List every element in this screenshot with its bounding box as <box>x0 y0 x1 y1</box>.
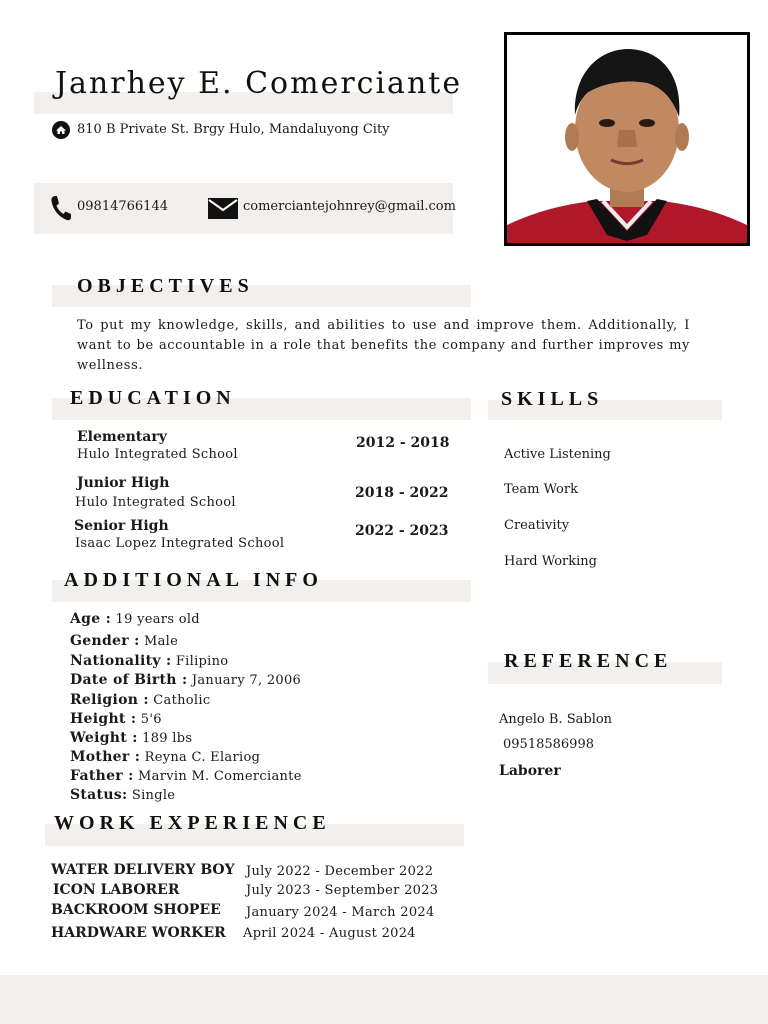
reference-role: Laborer <box>499 763 561 779</box>
info-label: Height : <box>70 711 137 727</box>
info-label: Weight : <box>70 730 138 746</box>
full-name: Janrhey E. Comerciante <box>55 66 463 101</box>
info-label: Mother : <box>70 749 141 765</box>
job-dates: July 2022 - December 2022 <box>246 864 434 879</box>
address-text: 810 B Private St. Brgy Hulo, Mandaluyong City <box>77 122 390 137</box>
info-label: Age : <box>70 611 112 627</box>
info-row <box>70 653 228 669</box>
objectives-heading: OBJECTIVES <box>77 275 254 297</box>
job-title: WATER DELIVERY BOY <box>51 862 235 878</box>
job-title: ICON LABORER <box>53 882 180 898</box>
job-title: HARDWARE WORKER <box>51 925 226 941</box>
info-label: Father : <box>70 768 134 784</box>
skills-heading: SKILLS <box>501 388 604 410</box>
info-value: Marvin M. Comerciante <box>133 769 302 784</box>
reference-heading: REFERENCE <box>504 650 673 672</box>
info-value: Single <box>127 788 176 803</box>
education-school: Hulo Integrated School <box>77 447 238 462</box>
skill-item: Team Work <box>504 482 578 497</box>
education-years: 2012 - 2018 <box>356 435 450 451</box>
home-icon <box>51 121 71 139</box>
skill-item: Creativity <box>504 518 570 533</box>
email-text: comerciantejohnrey@gmail.com <box>243 199 456 214</box>
info-value: Reyna C. Elariog <box>140 750 261 765</box>
info-row <box>70 611 200 627</box>
info-value: Male <box>139 634 179 649</box>
job-dates: April 2024 - August 2024 <box>243 926 416 941</box>
education-years: 2022 - 2023 <box>355 523 449 539</box>
info-label: Status: <box>70 787 128 803</box>
education-level: Senior High <box>74 518 169 534</box>
education-school: Hulo Integrated School <box>75 495 236 510</box>
phone-icon <box>50 195 72 221</box>
info-value: 5'6 <box>136 712 162 727</box>
job-title: BACKROOM SHOPEE <box>51 902 221 918</box>
info-value: 19 years old <box>111 612 200 627</box>
envelope-icon <box>208 198 238 219</box>
job-dates: July 2023 - September 2023 <box>246 883 439 898</box>
info-row <box>70 692 210 708</box>
work-experience-heading: WORK EXPERIENCE <box>54 812 331 834</box>
info-value: Catholic <box>148 693 211 708</box>
education-heading: EDUCATION <box>70 387 236 409</box>
job-dates: January 2024 - March 2024 <box>246 905 435 920</box>
education-level: Elementary <box>77 429 167 445</box>
info-row <box>70 711 162 727</box>
info-row <box>70 787 175 803</box>
education-years: 2018 - 2022 <box>355 485 449 501</box>
info-row <box>70 730 192 746</box>
info-value: January 7, 2006 <box>187 673 302 688</box>
info-row <box>70 749 260 765</box>
phone-text: 09814766144 <box>77 199 168 214</box>
footer-band <box>0 975 768 1024</box>
info-label: Nationality : <box>70 653 172 669</box>
education-school: Isaac Lopez Integrated School <box>75 536 285 551</box>
skill-item: Hard Working <box>504 554 598 569</box>
additional-info-heading: ADDITIONAL INFO <box>64 569 323 591</box>
objectives-text: To put my knowledge, skills, and abilities to use and improve them. Additionally, I want to be accountable in a role that benefits the company and further improves my wellness. <box>77 318 690 373</box>
skill-item: Active Listening <box>504 447 611 462</box>
info-label: Date of Birth : <box>70 672 188 688</box>
info-row <box>70 768 302 784</box>
profile-photo <box>504 32 750 246</box>
reference-name: Angelo B. Sablon <box>499 712 613 727</box>
info-label: Religion : <box>70 692 149 708</box>
info-label: Gender : <box>70 633 140 649</box>
info-value: Filipino <box>171 654 229 669</box>
info-row <box>70 633 178 649</box>
info-value: 189 lbs <box>137 731 193 746</box>
education-level: Junior High <box>77 475 170 491</box>
info-row <box>70 672 301 688</box>
reference-phone: 09518586998 <box>503 737 594 752</box>
